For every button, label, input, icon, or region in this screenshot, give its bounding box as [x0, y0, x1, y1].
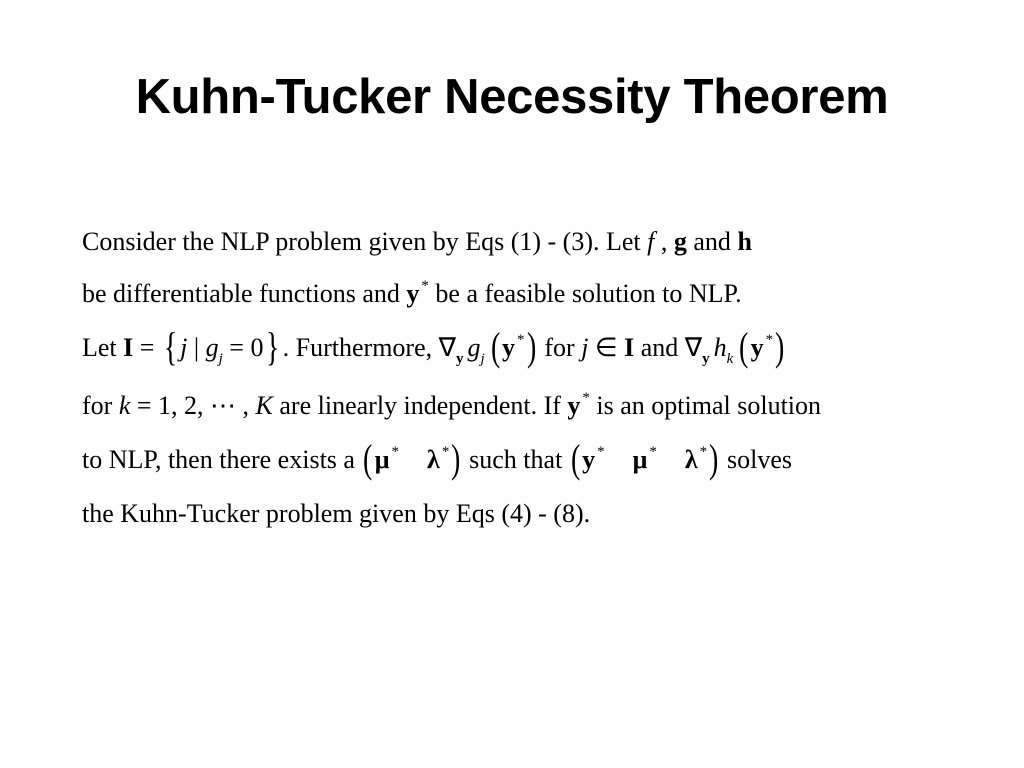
- right-paren: ): [451, 436, 461, 481]
- symbol-y: y: [406, 279, 420, 308]
- text: the Kuhn-Tucker problem given by Eqs (4) - (8).: [82, 499, 591, 528]
- text: is an optimal solution: [589, 391, 822, 420]
- symbol-lambda: λ: [427, 445, 440, 474]
- text: be a feasible solution to NLP.: [428, 279, 742, 308]
- right-brace: }: [266, 324, 280, 369]
- symbol-y: y: [582, 445, 596, 474]
- left-brace: {: [163, 324, 178, 369]
- symbol-K: K: [255, 391, 273, 420]
- text: = 1, 2, ⋯ ,: [130, 391, 256, 420]
- superscript-star: *: [441, 444, 450, 460]
- symbol-lambda: λ: [684, 445, 698, 474]
- element-of: ∈: [588, 333, 625, 362]
- text: such that: [462, 445, 569, 474]
- symbol-y: y: [567, 391, 581, 420]
- text: . Furthermore,: [282, 333, 439, 362]
- subscript-y: y: [702, 351, 710, 367]
- text: =: [133, 333, 161, 362]
- theorem-line-3: [82, 324, 786, 372]
- text: be differentiable functions and: [82, 279, 407, 308]
- text: and: [686, 227, 738, 256]
- superscript-star: *: [649, 444, 657, 460]
- symbol-h: h: [713, 333, 727, 362]
- text: to NLP, then there exists a: [82, 445, 362, 474]
- symbol-mu: μ: [374, 445, 390, 474]
- nabla: ∇: [684, 333, 703, 362]
- symbol-f: f: [647, 227, 655, 256]
- symbol-g: g: [205, 333, 219, 362]
- theorem-line-4: [82, 386, 821, 430]
- text: solves: [720, 445, 792, 474]
- subscript-k: k: [726, 351, 734, 367]
- left-paren: (: [739, 324, 749, 369]
- symbol-g: g: [673, 227, 687, 256]
- text: ,: [654, 227, 674, 256]
- theorem-line-5: [82, 436, 792, 484]
- text: are linearly independent. If: [272, 391, 568, 420]
- right-paren: ): [775, 324, 785, 369]
- symbol-mu: μ: [632, 445, 648, 474]
- subscript-y: y: [456, 351, 464, 367]
- nabla: ∇: [438, 333, 457, 362]
- text: Let: [82, 333, 124, 362]
- superscript-star: *: [597, 444, 605, 460]
- slide-title: Kuhn-Tucker Necessity Theorem: [135, 70, 889, 124]
- symbol-I: I: [123, 333, 134, 362]
- right-paren: ): [526, 324, 536, 369]
- superscript-star: *: [699, 444, 708, 460]
- superscript-star: *: [582, 390, 590, 406]
- superscript-star: *: [765, 332, 774, 348]
- symbol-k: k: [118, 391, 131, 420]
- symbol-h: h: [737, 227, 752, 256]
- superscript-star: *: [517, 332, 525, 348]
- symbol-y: y: [750, 333, 764, 362]
- superscript-star: *: [391, 444, 400, 460]
- symbol-y: y: [502, 333, 516, 362]
- text: = 0: [222, 333, 264, 362]
- text: |: [187, 333, 206, 362]
- text: for: [82, 391, 119, 420]
- theorem-line-6: [82, 494, 590, 534]
- right-paren: ): [709, 436, 719, 481]
- subscript-j: j: [218, 351, 223, 367]
- symbol-j: j: [581, 333, 589, 362]
- symbol-I: I: [624, 333, 635, 362]
- subscript-j: j: [480, 351, 485, 367]
- left-paren: (: [570, 436, 581, 481]
- theorem-line-2: [82, 274, 742, 318]
- superscript-star: *: [421, 278, 429, 294]
- text: and: [634, 333, 685, 362]
- left-paren: (: [363, 436, 373, 481]
- text: for: [537, 333, 582, 362]
- symbol-g: g: [467, 333, 481, 362]
- left-paren: (: [490, 324, 501, 369]
- text: Consider the NLP problem given by Eqs (1) - (3). Let: [82, 227, 648, 256]
- theorem-line-1: [82, 222, 752, 262]
- symbol-j: j: [180, 333, 188, 362]
